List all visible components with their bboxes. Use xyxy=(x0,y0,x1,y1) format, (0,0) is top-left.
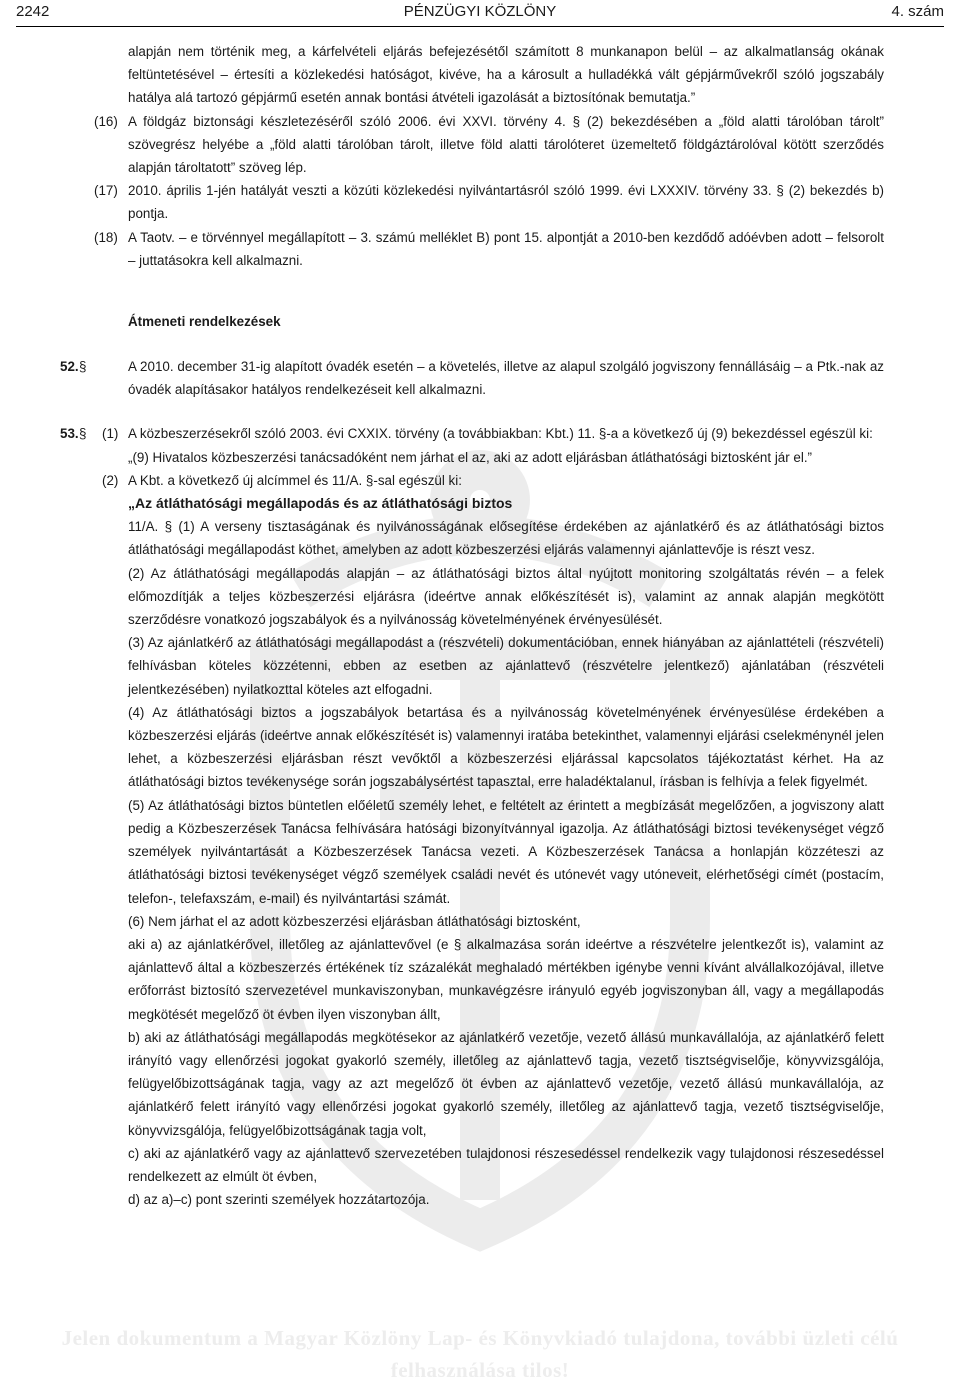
section-mark: § xyxy=(79,426,87,442)
list-item xyxy=(0,110,960,180)
item-text: A Taotv. – e törvénnyel megállapított – 3. számú melléklet B) pont 15. alpontját a 2010-ben kezdődő adóévben adott – felsorolt – juttatásokra kell alkalmazni. xyxy=(128,229,884,268)
paragraph: (4) Az átláthatósági biztos a jogszabályok betartása és a nyilvánosság követelményének érvényesülése érdekében a közbeszerzési eljárás (ideértve annak előkészítését is) valamennyi iratába betekinthet, valamennyi eljárási cselekménynél jelen lehet, a közbeszerzési eljárásban részt vevőktől a közbeszerzési eljárással kapcsolatos tájékoztatást kérhet. Ha az átláthatósági biztos tevékenysége során jogszabálysértést tapasztal, erre haladéktalanul, írásban is felhívja a felek figyelmét. xyxy=(128,704,884,790)
item-text: 2010. április 1-jén hatályát veszti a közúti közlekedési nyilvántartásról szóló 1999. évi LXXXIV. törvény 33. § (2) bekezdés b) pontja. xyxy=(128,183,884,222)
transitional-heading: Átmeneti rendelkezések xyxy=(128,314,281,330)
paragraph: (5) Az átláthatósági biztos büntetlen előéletű személy lehet, e feltételt az érintett a megbízását megelőzően, a jogviszony alatt pedig a Közbeszerzések Tanácsa felhívására hatósági bizonyítvánnyal igazolja. Az átláthatósági biztosi tevékenységet végző személyek nyilvántartását a Közbeszerzések Tanácsa vezeti. A Közbeszerzések Tanácsa a honlapján közzéteszi az átláthatósági biztosi tevékenységet végző személyek családi nevét és utónevét vagy utóneveit, elérhetőségi címét (postacím, telefon-, telefaxszám, e-mail) és nyilvántartási számát. xyxy=(128,797,884,906)
subtitle-heading: „Az átláthatósági megállapodás és az átláthatósági biztos xyxy=(128,495,513,512)
issue-number: 4. szám xyxy=(891,3,944,20)
paragraph: b) aki az átláthatósági megállapodás megkötésekor az ajánlatkérő vezetője, vezető állású munkavállalója, az ajánlatkérő felett irányító vagy ellenőrzési jogokat gyakorló személy, illetőleg az ajánlattevő tagja, vezető tisztségviselője, könyvvizsgálója, felügyelőbizottságának tagja, vagy az azt megelőző öt évben az ajánlattevő vezetője, vezető állású munkavállalója, az ajánlatkérő felett irányító vagy ellenőrzési jogokat gyakorló személy, illetőleg az ajánlattevő tagja, vezető tisztségviselője, könyvvizsgálója, felügyelőbizottságának tagja volt, xyxy=(128,1029,884,1138)
paragraph: c) aki az ajánlatkérő vagy az ajánlattevő szervezetében tulajdonosi részesedéssel rendelkezik vagy tulajdonosi részesedéssel rendelkezett az elmúlt öt évben, xyxy=(128,1145,884,1184)
section-number: 53. xyxy=(60,426,79,442)
paragraph: (3) Az ajánlatkérő az átláthatósági megállapodást a (részvételi) dokumentációban, ennek hiányában az ajánlattételi (részvételi) felhívásban köteles közzétenni, ebben az esetben az ajánlattevő (részvételre jelentkező) ajánlatában (részvételi jelentkezésében) nyilatkozttal köteles azt elfogadni. xyxy=(128,635,884,697)
section-mark: § xyxy=(79,359,87,375)
journal-title: PÉNZÜGYI KÖZLÖNY xyxy=(403,3,557,20)
sub-label: (2) xyxy=(102,472,119,488)
page-header xyxy=(0,0,960,27)
footer-notice: Jelen dokumentum a Magyar Közlöny Lap- és Könyvkiadó tulajdona, további üzleti célú felhasználása tilos! xyxy=(61,1326,899,1382)
paragraph: (2) Az átláthatósági megállapodás alapján – az átláthatósági biztos által nyújtott monitoring szolgáltatás révén – a felek előmozdítják a teljes közbeszerzési eljárásra (ideértve annak előkészítését is), valamint az annak alapján megkötött szerződésre vonatkozó jogszabályok és a nyilvánosság követelményének érvényesülését. xyxy=(128,565,884,628)
section-52 xyxy=(0,355,960,401)
paragraph: aki a) az ajánlatkérővel, illetőleg az ajánlattevővel (e § alkalmazása során ideértve a részvételre jelentkezőt is), valamint az ajánlattevő által a közbeszerzés értékének tíz százalékát meghaladó mértékben igénybe venni kívánt alvállalkozójával, illetve erőforrást biztosító szervezetével munkaviszonyban, munkavégzésre irányuló egyéb jogviszonyban áll, vagy a megállapodás megkötését megelőző öt évben ilyen viszonyban állt, xyxy=(128,936,884,1022)
item-text: A földgáz biztonsági készletezéséről szóló 2006. évi XXVI. törvény 4. § (2) bekezdésében a „föld alatti tárolóban tárolt” szövegrész helyébe a „föld alatti tárolóban tárolt, illetve föld alatti tárolóteret üzemeltető földgáztárolóval kötött szerződés alapján tároltatott” szöveg lép. xyxy=(128,113,884,176)
sub-text: A Kbt. a következő új alcímmel és 11/A. §-sal egészül ki: xyxy=(128,472,462,488)
paragraph: 11/A. § (1) A verseny tisztaságának és nyilvánosságának elősegítése érdekében az ajánlatkérő és az átláthatósági biztos átláthatósági megállapodást köthet, amelyben az adott közbeszerzési eljárás valamennyi ajánlattevője is részt vesz. xyxy=(128,519,884,558)
section-number: 52. xyxy=(60,359,79,375)
paragraph: d) az a)–c) pont szerinti személyek hozzátartozója. xyxy=(128,1192,430,1208)
section-text: A 2010. december 31-ig alapított óvadék esetén – a követelés, illetve az alapul szolgáló jogviszony fennállásáig – a Ptk.-nak az óvadék alapításakor hatályos rendelkezéseit kell alkalmazni. xyxy=(128,359,884,398)
continuation-paragraph xyxy=(0,40,960,110)
header-rule xyxy=(16,26,944,27)
paragraph: (6) Nem járhat el az adott közbeszerzési eljárásban átláthatósági biztosként, xyxy=(128,913,581,929)
section-53-sub-2 xyxy=(0,469,960,1212)
list-item xyxy=(0,179,960,225)
sub-label: (1) xyxy=(102,426,119,442)
document-body xyxy=(0,40,960,1211)
page-number: 2242 xyxy=(16,3,50,20)
item-label: (16) xyxy=(94,113,118,129)
quote-text: „(9) Hivatalos közbeszerzési tanácsadóként nem járhat el az, aki az adott eljárásban átláthatósági biztosként jár el.” xyxy=(128,449,813,465)
list-item xyxy=(0,226,960,272)
sub-text: A közbeszerzésekről szóló 2003. évi CXXIX. törvény (a továbbiakban: Kbt.) 11. §-a a következő új (9) bekezdéssel egészül ki: xyxy=(128,426,873,442)
continuation-text: alapján nem történik meg, a kárfelvételi eljárás befejezésétől számított 8 munkanapon belül – az alkalmatlanság okának feltüntetésével – értesíti a közlekedési hatóságot, kivéve, ha a károsult a hulladékká vált gépjárművekről szóló jogszabály hatálya alá tartozó gépjármű esetén annak bontási átvételi igazolását a biztosítónak bemutatja.” xyxy=(128,44,884,106)
item-label: (18) xyxy=(94,229,118,245)
section-53-sub-1 xyxy=(0,422,960,468)
item-label: (17) xyxy=(94,183,118,199)
